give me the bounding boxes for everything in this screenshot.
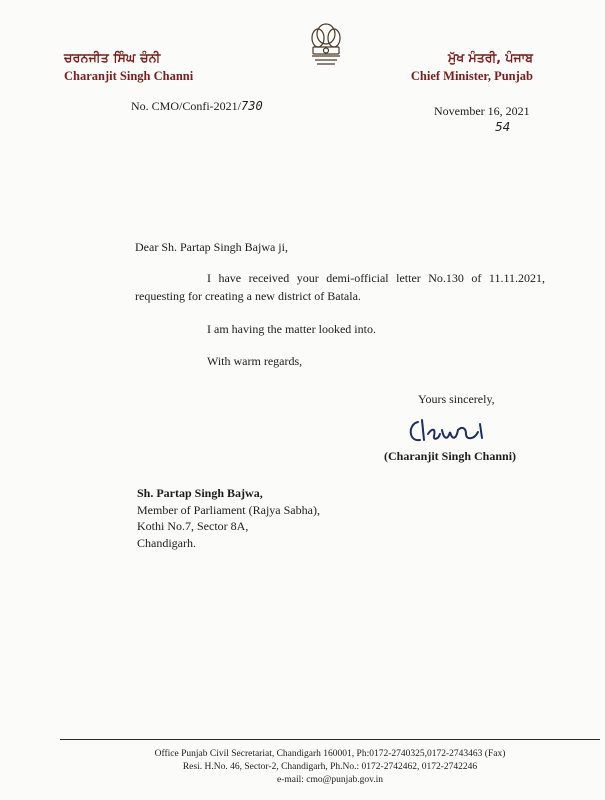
reference-label: No. CMO/Confi-2021/ [131, 99, 242, 113]
reference-number [131, 99, 263, 114]
office-title-english: Chief Minister, Punjab [410, 69, 533, 83]
reference-handwritten-number: 730 [241, 99, 263, 113]
footer-residence-address: Resi. H.No. 46, Sector-2, Chandigarh, Ph.No.: 0172-2742462, 0172-2742246 [182, 762, 478, 772]
footer [60, 748, 600, 787]
handwritten-signature [404, 410, 504, 450]
signer-name: (Charanjit Singh Channi) [384, 449, 517, 463]
letterhead-left [64, 50, 264, 84]
recipient-line-3: Chandigarh. [137, 535, 196, 550]
footer-email: e-mail: cmo@punjab.gov.in [276, 775, 383, 785]
body-paragraph-2: I am having the matter looked into. [207, 322, 376, 336]
footer-divider [60, 739, 600, 740]
letter-date: November 16, 2021 [434, 104, 530, 118]
recipient-line-1: Member of Parliament (Rajya Sabha), [137, 502, 320, 517]
body-paragraph-1: I have received your demi-official letter No.130 of 11.11.2021, requesting for creating a new district of Batala. [135, 271, 545, 303]
sender-name-english: Charanjit Singh Channi [64, 69, 194, 83]
yours-sincerely: Yours sincerely, [418, 392, 495, 406]
recipient-address [137, 485, 320, 551]
sender-name-punjabi: ਚਰਨਜੀਤ ਸਿੰਘ ਚੰਨੀ [64, 50, 161, 65]
date-handwritten-mark: 54 [495, 120, 511, 134]
recipient-name: Sh. Partap Singh Bajwa, [137, 486, 263, 500]
recipient-line-2: Kothi No.7, Sector 8A, [137, 519, 249, 533]
letterhead-right [333, 50, 533, 84]
closing-line: With warm regards, [207, 354, 303, 368]
salutation: Dear Sh. Partap Singh Bajwa ji, [135, 240, 288, 254]
footer-office-address: Office Punjab Civil Secretariat, Chandigarh 160001, Ph:0172-2740325,0172-2743463 (Fax) [154, 749, 506, 759]
office-title-punjabi: ਮੁੱਖ ਮੰਤਰੀ, ਪੰਜਾਬ [448, 50, 533, 65]
